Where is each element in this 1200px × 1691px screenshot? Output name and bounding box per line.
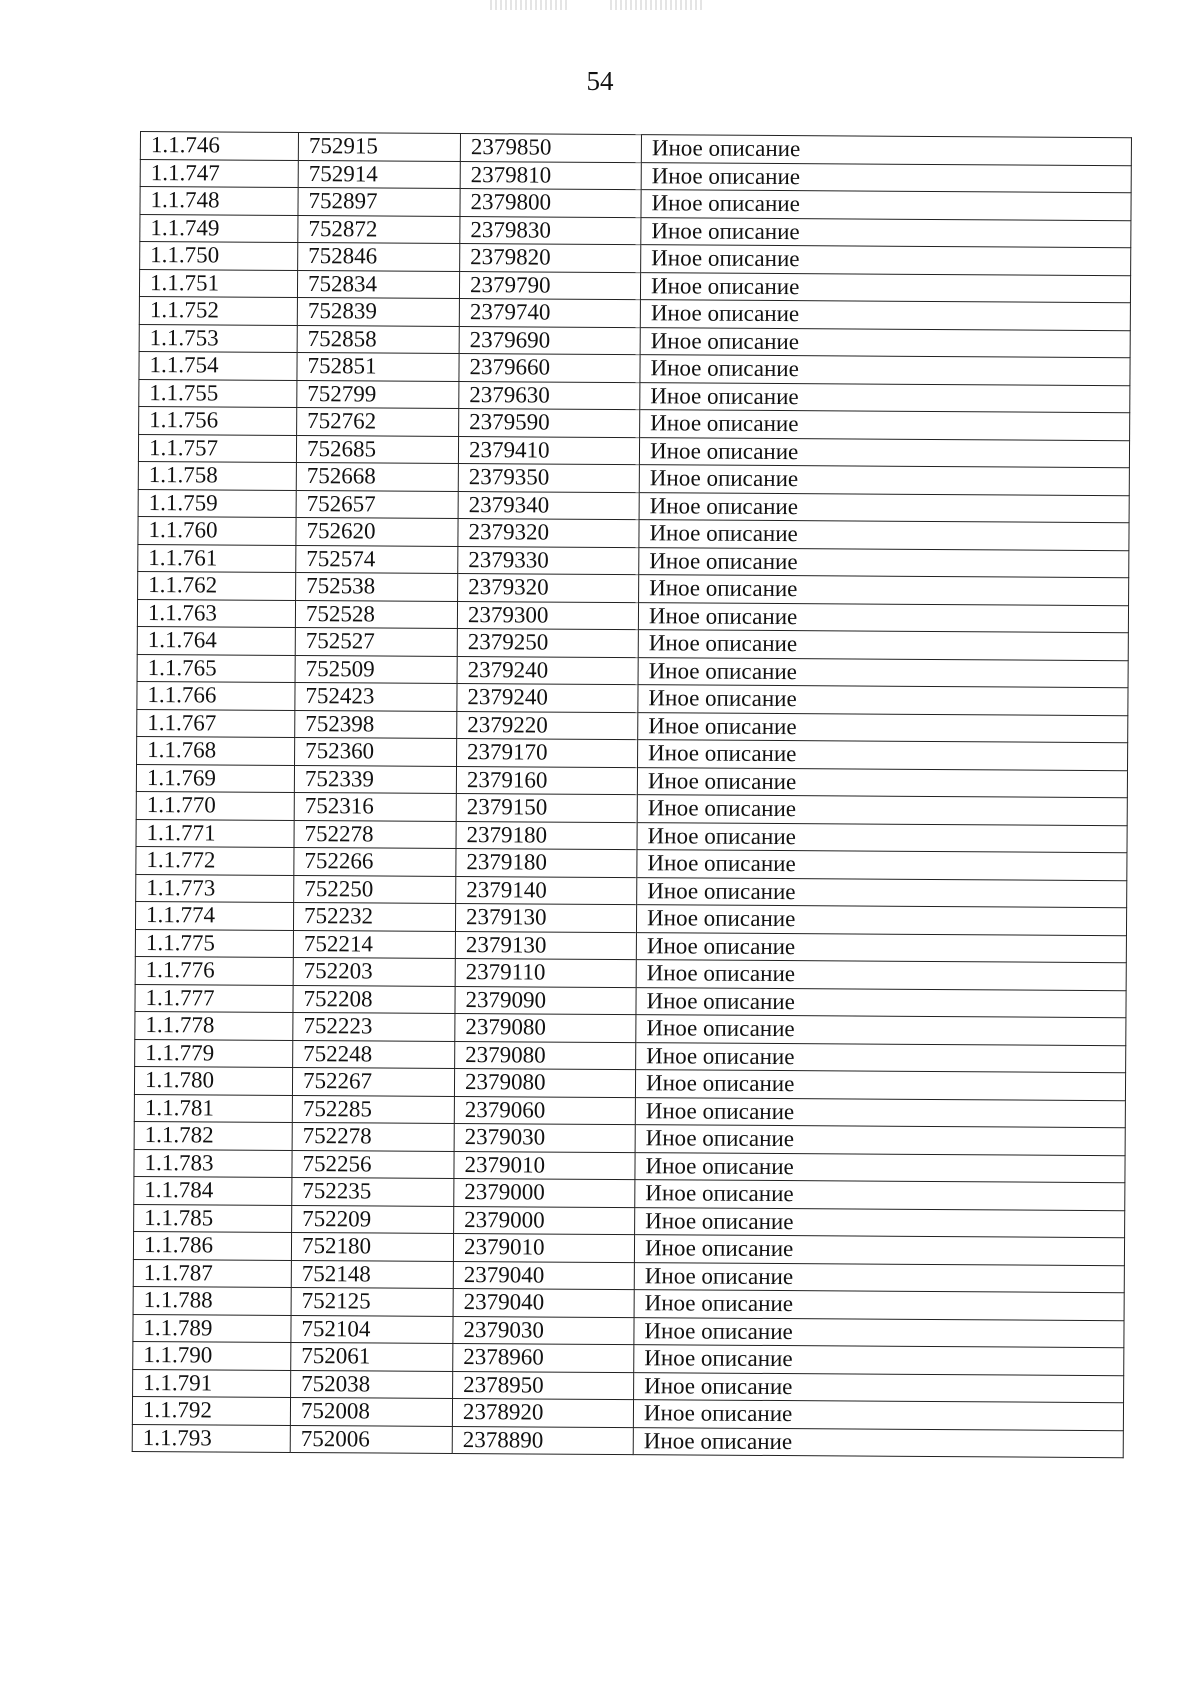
x-coordinate-cell: 752232 (293, 902, 455, 931)
description-cell: Иное описание (640, 355, 1130, 386)
description-cell: Иное описание (639, 437, 1129, 468)
description-cell: Иное описание (634, 1235, 1124, 1266)
y-coordinate-cell: 2379090 (455, 986, 636, 1015)
x-coordinate-cell: 752762 (297, 407, 459, 436)
point-number-cell: 1.1.757 (138, 434, 296, 462)
y-coordinate-cell: 2379820 (460, 244, 641, 273)
x-coordinate-cell: 752668 (296, 462, 458, 491)
y-coordinate-cell: 2379320 (458, 519, 639, 548)
point-number-cell: 1.1.771 (136, 819, 294, 847)
x-coordinate-cell: 752858 (297, 325, 459, 354)
y-coordinate-cell: 2379130 (455, 931, 636, 960)
x-coordinate-cell: 752285 (292, 1095, 454, 1124)
x-coordinate-cell: 752006 (290, 1425, 452, 1454)
x-coordinate-cell: 752256 (292, 1150, 454, 1179)
description-cell: Иное описание (634, 1290, 1124, 1321)
point-number-cell: 1.1.786 (133, 1231, 291, 1259)
y-coordinate-cell: 2379740 (459, 299, 640, 328)
point-number-cell: 1.1.751 (139, 269, 297, 297)
x-coordinate-cell: 752897 (298, 187, 460, 216)
description-cell: Иное описание (639, 575, 1129, 606)
x-coordinate-cell: 752223 (293, 1012, 455, 1041)
x-coordinate-cell: 752008 (290, 1397, 452, 1426)
y-coordinate-cell: 2379320 (458, 574, 639, 603)
page-number: 54 (586, 66, 614, 96)
x-coordinate-cell: 752278 (292, 1122, 454, 1151)
point-number-cell: 1.1.767 (137, 709, 295, 737)
y-coordinate-cell: 2379240 (457, 684, 638, 713)
point-number-cell: 1.1.748 (140, 187, 298, 215)
scan-artifact-right (610, 0, 705, 10)
y-coordinate-cell: 2379080 (455, 1013, 636, 1042)
x-coordinate-cell: 752250 (294, 875, 456, 904)
x-coordinate-cell: 752851 (297, 352, 459, 381)
x-coordinate-cell: 752316 (294, 792, 456, 821)
y-coordinate-cell: 2379040 (453, 1261, 634, 1290)
y-coordinate-cell: 2379010 (453, 1233, 634, 1262)
coordinates-table (132, 131, 1132, 1458)
point-number-cell: 1.1.781 (134, 1094, 292, 1122)
y-coordinate-cell: 2379160 (456, 766, 637, 795)
y-coordinate-cell: 2379810 (460, 161, 641, 190)
x-coordinate-cell: 752657 (296, 490, 458, 519)
point-number-cell: 1.1.759 (138, 489, 296, 517)
y-coordinate-cell: 2378950 (453, 1371, 634, 1400)
point-number-cell: 1.1.792 (132, 1396, 290, 1424)
description-cell: Иное описание (636, 987, 1126, 1018)
description-cell: Иное описание (638, 740, 1128, 771)
y-coordinate-cell: 2379690 (459, 326, 640, 355)
description-cell: Иное описание (640, 410, 1130, 441)
y-coordinate-cell: 2379350 (458, 464, 639, 493)
x-coordinate-cell: 752148 (291, 1260, 453, 1289)
point-number-cell: 1.1.791 (133, 1369, 291, 1397)
y-coordinate-cell: 2379170 (457, 739, 638, 768)
y-coordinate-cell: 2378890 (452, 1426, 633, 1455)
x-coordinate-cell: 752398 (295, 710, 457, 739)
description-cell: Иное описание (637, 822, 1127, 853)
point-number-cell: 1.1.768 (137, 736, 295, 764)
y-coordinate-cell: 2379080 (454, 1068, 635, 1097)
description-cell: Иное описание (634, 1262, 1124, 1293)
point-number-cell: 1.1.783 (134, 1149, 292, 1177)
description-cell: Иное описание (640, 327, 1130, 358)
x-coordinate-cell: 752527 (295, 627, 457, 656)
description-cell: Иное описание (637, 877, 1127, 908)
description-cell: Иное описание (639, 520, 1129, 551)
description-cell: Иное описание (638, 630, 1128, 661)
description-cell: Иное описание (636, 1042, 1126, 1073)
x-coordinate-cell: 752528 (295, 600, 457, 629)
description-cell: Иное описание (641, 162, 1131, 193)
x-coordinate-cell: 752061 (291, 1342, 453, 1371)
point-number-cell: 1.1.764 (137, 626, 295, 654)
y-coordinate-cell: 2379060 (454, 1096, 635, 1125)
point-number-cell: 1.1.784 (134, 1176, 292, 1204)
description-cell: Иное описание (641, 135, 1131, 166)
point-number-cell: 1.1.754 (139, 351, 297, 379)
description-cell: Иное описание (635, 1097, 1125, 1128)
description-cell: Иное описание (637, 767, 1127, 798)
y-coordinate-cell: 2379000 (454, 1206, 635, 1235)
x-coordinate-cell: 752914 (298, 160, 460, 189)
x-coordinate-cell: 752104 (291, 1315, 453, 1344)
x-coordinate-cell: 752038 (291, 1370, 453, 1399)
x-coordinate-cell: 752799 (297, 380, 459, 409)
description-cell: Иное описание (633, 1400, 1123, 1431)
y-coordinate-cell: 2379040 (453, 1288, 634, 1317)
description-cell: Иное описание (641, 245, 1131, 276)
point-number-cell: 1.1.762 (138, 571, 296, 599)
y-coordinate-cell: 2378960 (453, 1343, 634, 1372)
x-coordinate-cell: 752339 (294, 765, 456, 794)
point-number-cell: 1.1.778 (135, 1011, 293, 1039)
description-cell: Иное описание (638, 712, 1128, 743)
x-coordinate-cell: 752620 (296, 517, 458, 546)
point-number-cell: 1.1.770 (136, 791, 294, 819)
point-number-cell: 1.1.779 (135, 1039, 293, 1067)
y-coordinate-cell: 2379000 (454, 1178, 635, 1207)
y-coordinate-cell: 2379850 (460, 134, 641, 163)
description-cell: Иное описание (641, 190, 1131, 221)
x-coordinate-cell: 752360 (295, 737, 457, 766)
x-coordinate-cell: 752538 (296, 572, 458, 601)
description-cell: Иное описание (639, 547, 1129, 578)
description-cell: Иное описание (634, 1317, 1124, 1348)
x-coordinate-cell: 752278 (294, 820, 456, 849)
x-coordinate-cell: 752915 (298, 132, 460, 161)
table-row (132, 1424, 1123, 1458)
point-number-cell: 1.1.755 (139, 379, 297, 407)
y-coordinate-cell: 2379180 (456, 821, 637, 850)
description-cell: Иное описание (640, 382, 1130, 413)
y-coordinate-cell: 2379030 (454, 1123, 635, 1152)
y-coordinate-cell: 2378920 (452, 1398, 633, 1427)
description-cell: Иное описание (638, 685, 1128, 716)
point-number-cell: 1.1.763 (137, 599, 295, 627)
y-coordinate-cell: 2379130 (455, 903, 636, 932)
x-coordinate-cell: 752834 (297, 270, 459, 299)
x-coordinate-cell: 752125 (291, 1287, 453, 1316)
x-coordinate-cell: 752574 (296, 545, 458, 574)
point-number-cell: 1.1.789 (133, 1314, 291, 1342)
y-coordinate-cell: 2379630 (459, 381, 640, 410)
x-coordinate-cell: 752846 (298, 242, 460, 271)
description-cell: Иное описание (635, 1207, 1125, 1238)
y-coordinate-cell: 2379030 (453, 1316, 634, 1345)
y-coordinate-cell: 2379590 (459, 409, 640, 438)
description-cell: Иное описание (636, 905, 1126, 936)
point-number-cell: 1.1.774 (135, 901, 293, 929)
x-coordinate-cell: 752423 (295, 682, 457, 711)
point-number-cell: 1.1.756 (139, 406, 297, 434)
point-number-cell: 1.1.752 (139, 296, 297, 324)
point-number-cell: 1.1.772 (136, 846, 294, 874)
y-coordinate-cell: 2379240 (457, 656, 638, 685)
description-cell: Иное описание (635, 1180, 1125, 1211)
coordinates-table-body (132, 132, 1131, 1458)
point-number-cell: 1.1.760 (138, 516, 296, 544)
description-cell: Иное описание (638, 657, 1128, 688)
point-number-cell: 1.1.782 (134, 1121, 292, 1149)
x-coordinate-cell: 752235 (292, 1177, 454, 1206)
point-number-cell: 1.1.758 (138, 461, 296, 489)
point-number-cell: 1.1.747 (140, 159, 298, 187)
description-cell: Иное описание (640, 300, 1130, 331)
description-cell: Иное описание (636, 1015, 1126, 1046)
x-coordinate-cell: 752180 (291, 1232, 453, 1261)
x-coordinate-cell: 752209 (292, 1205, 454, 1234)
description-cell: Иное описание (639, 465, 1129, 496)
description-cell: Иное описание (639, 492, 1129, 523)
point-number-cell: 1.1.777 (135, 984, 293, 1012)
x-coordinate-cell: 752872 (298, 215, 460, 244)
scan-artifact-left (490, 0, 570, 10)
description-cell: Иное описание (634, 1345, 1124, 1376)
x-coordinate-cell: 752208 (293, 985, 455, 1014)
description-cell: Иное описание (638, 602, 1128, 633)
point-number-cell: 1.1.761 (138, 544, 296, 572)
y-coordinate-cell: 2379110 (455, 958, 636, 987)
point-number-cell: 1.1.775 (135, 929, 293, 957)
point-number-cell: 1.1.753 (139, 324, 297, 352)
y-coordinate-cell: 2379180 (456, 848, 637, 877)
description-cell: Иное описание (635, 1125, 1125, 1156)
description-cell: Иное описание (641, 217, 1131, 248)
point-number-cell: 1.1.746 (140, 132, 298, 160)
point-number-cell: 1.1.793 (132, 1424, 290, 1452)
y-coordinate-cell: 2379830 (460, 216, 641, 245)
y-coordinate-cell: 2379660 (459, 354, 640, 383)
x-coordinate-cell: 752266 (294, 847, 456, 876)
y-coordinate-cell: 2379340 (458, 491, 639, 520)
point-number-cell: 1.1.766 (137, 681, 295, 709)
x-coordinate-cell: 752267 (292, 1067, 454, 1096)
x-coordinate-cell: 752685 (296, 435, 458, 464)
description-cell: Иное описание (634, 1372, 1124, 1403)
y-coordinate-cell: 2379080 (455, 1041, 636, 1070)
description-cell: Иное описание (637, 795, 1127, 826)
point-number-cell: 1.1.749 (140, 214, 298, 242)
x-coordinate-cell: 752248 (293, 1040, 455, 1069)
description-cell: Иное описание (636, 932, 1126, 963)
y-coordinate-cell: 2379300 (457, 601, 638, 630)
y-coordinate-cell: 2379800 (460, 189, 641, 218)
y-coordinate-cell: 2379250 (457, 629, 638, 658)
point-number-cell: 1.1.750 (140, 242, 298, 270)
description-cell: Иное описание (635, 1070, 1125, 1101)
description-cell: Иное описание (635, 1152, 1125, 1183)
y-coordinate-cell: 2379220 (457, 711, 638, 740)
point-number-cell: 1.1.773 (136, 874, 294, 902)
y-coordinate-cell: 2379010 (454, 1151, 635, 1180)
y-coordinate-cell: 2379150 (456, 794, 637, 823)
description-cell: Иное описание (636, 960, 1126, 991)
y-coordinate-cell: 2379140 (456, 876, 637, 905)
point-number-cell: 1.1.788 (133, 1286, 291, 1314)
description-cell: Иное описание (640, 272, 1130, 303)
y-coordinate-cell: 2379790 (459, 271, 640, 300)
x-coordinate-cell: 752509 (295, 655, 457, 684)
point-number-cell: 1.1.780 (134, 1066, 292, 1094)
point-number-cell: 1.1.790 (133, 1341, 291, 1369)
point-number-cell: 1.1.776 (135, 956, 293, 984)
x-coordinate-cell: 752203 (293, 957, 455, 986)
x-coordinate-cell: 752214 (293, 930, 455, 959)
point-number-cell: 1.1.785 (134, 1204, 292, 1232)
point-number-cell: 1.1.765 (137, 654, 295, 682)
description-cell: Иное описание (633, 1427, 1123, 1458)
point-number-cell: 1.1.769 (136, 764, 294, 792)
y-coordinate-cell: 2379330 (458, 546, 639, 575)
x-coordinate-cell: 752839 (297, 297, 459, 326)
point-number-cell: 1.1.787 (133, 1259, 291, 1287)
description-cell: Иное описание (637, 850, 1127, 881)
y-coordinate-cell: 2379410 (458, 436, 639, 465)
